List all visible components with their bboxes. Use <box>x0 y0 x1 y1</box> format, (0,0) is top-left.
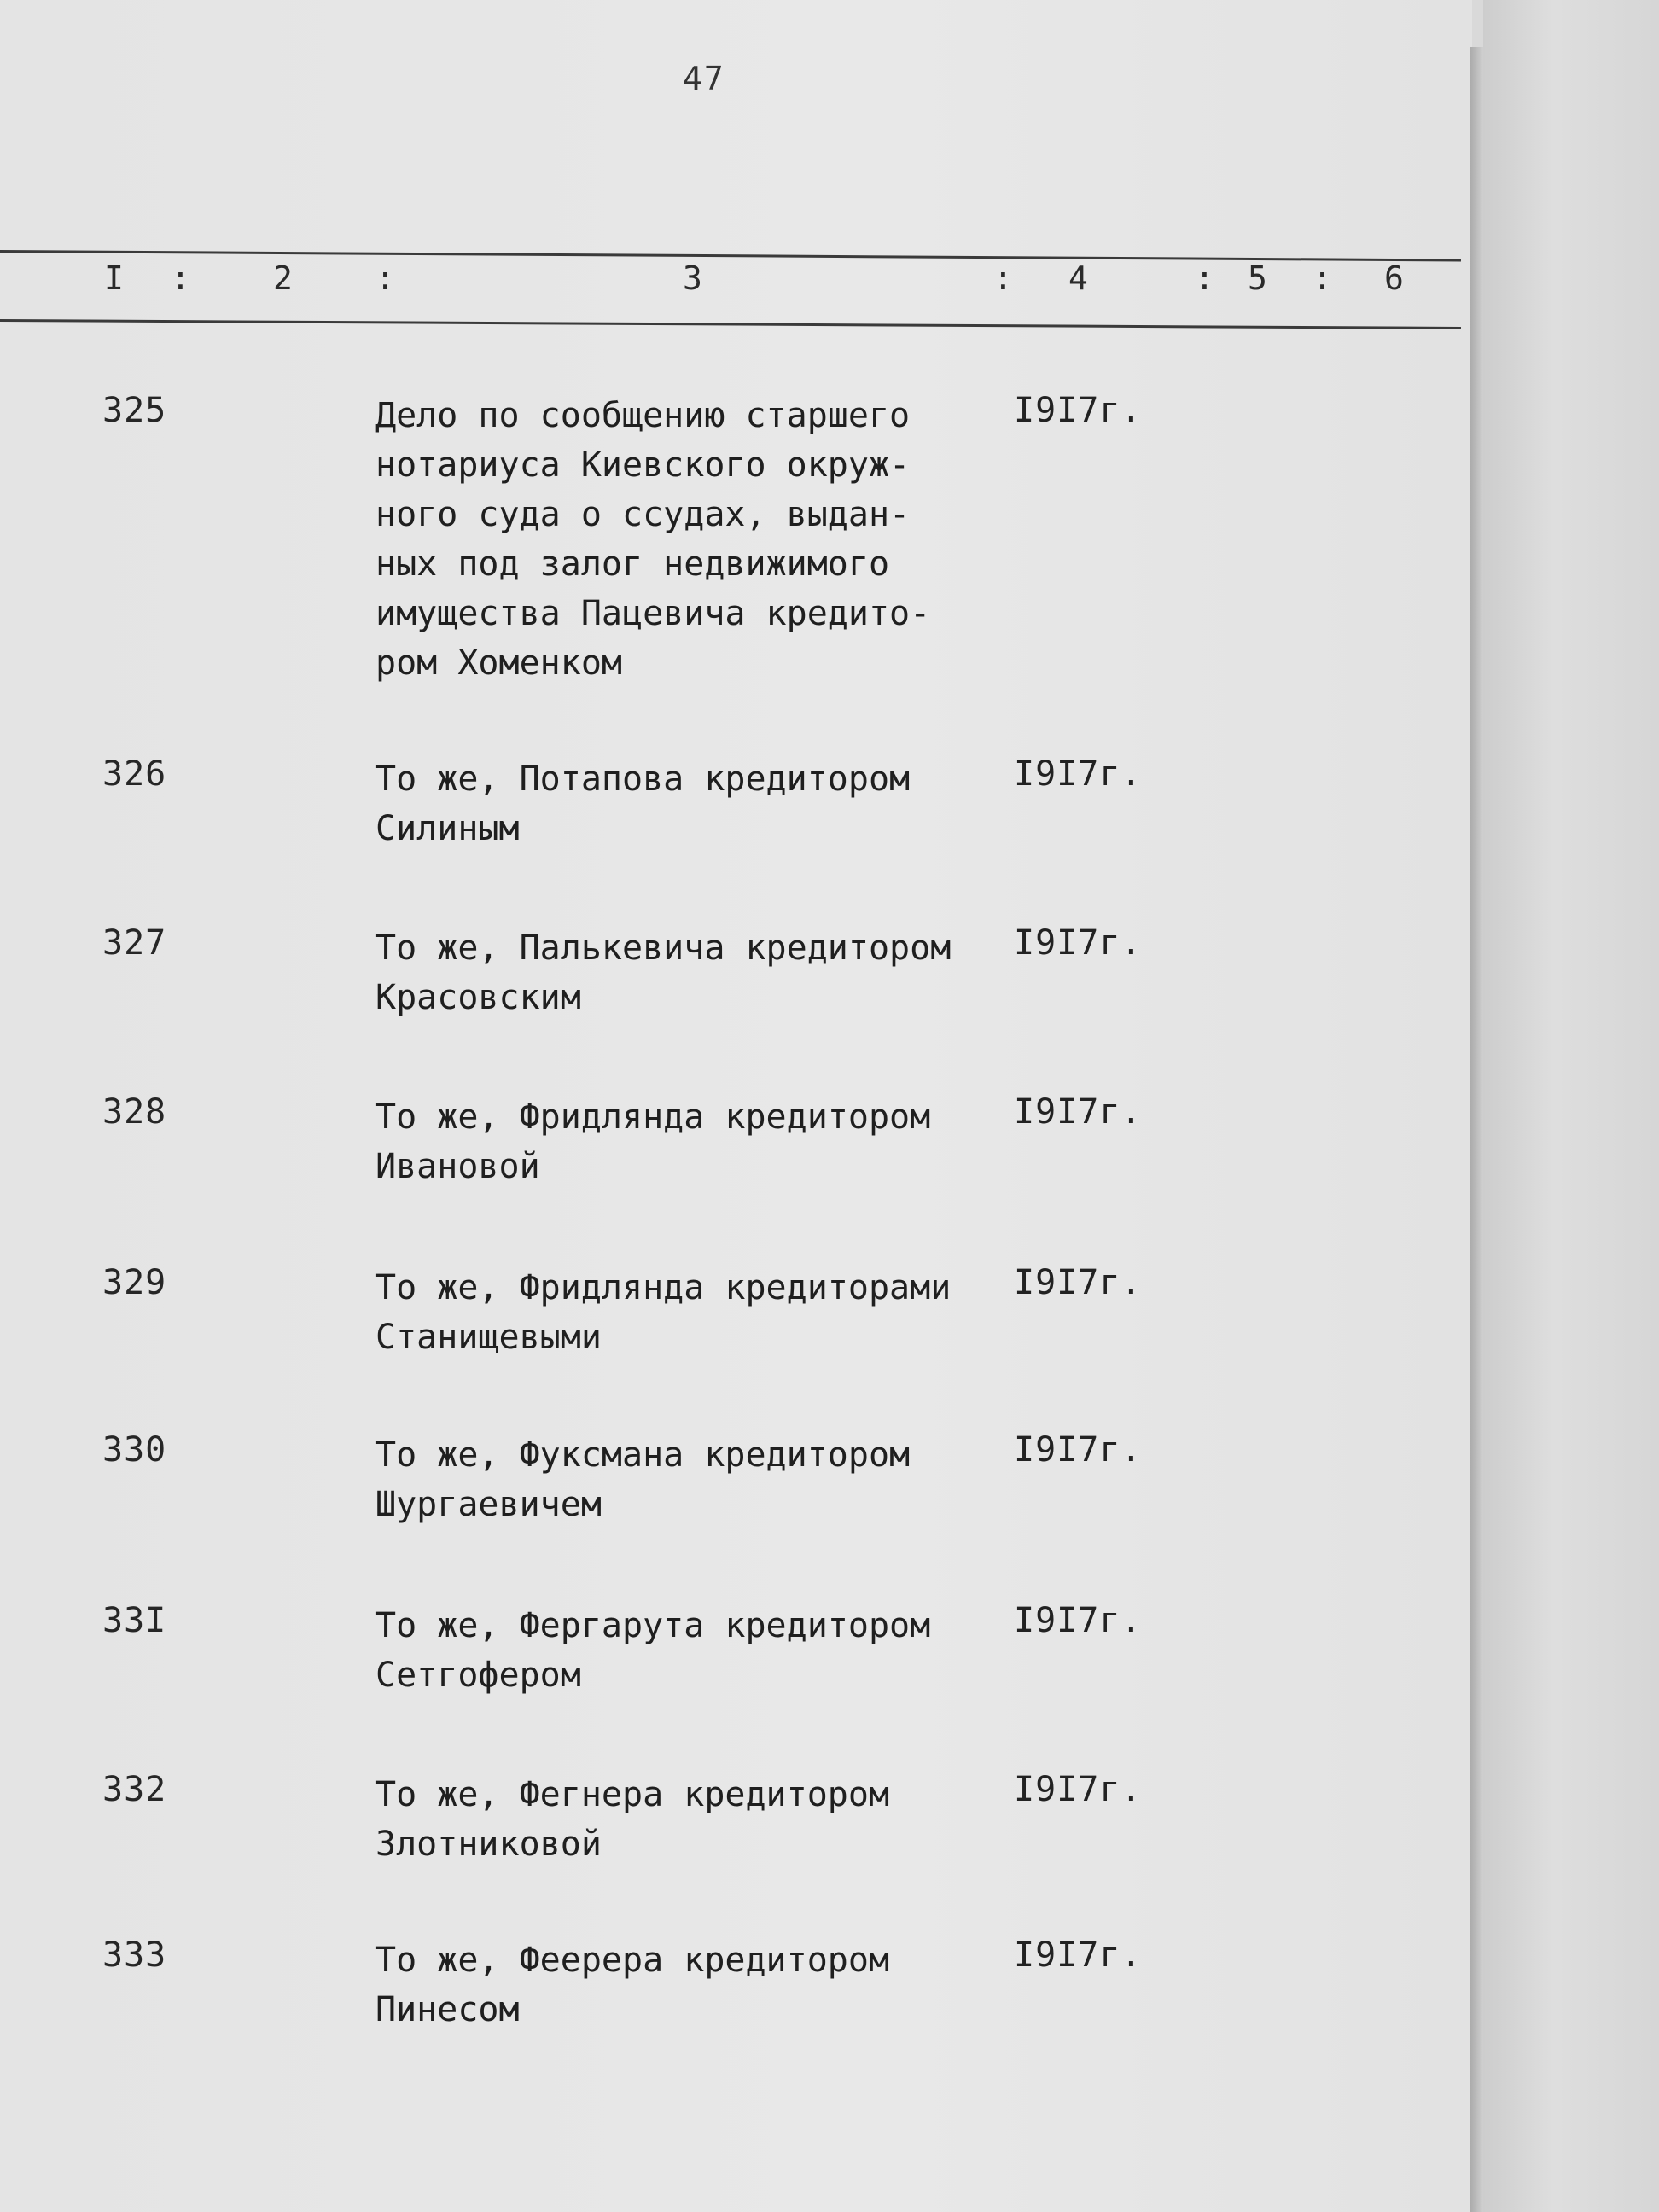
header-col-2: 2 <box>273 259 293 297</box>
row-number: 330 <box>102 1430 167 1470</box>
header-separator-2: : <box>375 259 395 297</box>
row-description: То же, Фегнера кредитором Злотниковой <box>375 1775 890 1864</box>
row-description: То же, Фергарута кредитором Сетгофером <box>375 1606 931 1695</box>
header-separator-3: : <box>993 259 1013 297</box>
header-col-3: 3 <box>683 259 702 297</box>
row-number: 333 <box>102 1936 167 1975</box>
row-description: То же, Феерера кредитором Пинесом <box>375 1941 890 2029</box>
row-description: То же, Фуксмана кредитором Шургаевичем <box>375 1435 911 1524</box>
row-date: I9I7г. <box>1014 1936 1143 1975</box>
row-date: I9I7г. <box>1014 1601 1143 1640</box>
header-bottom-rule <box>0 319 1461 329</box>
page-number: 47 <box>683 60 725 97</box>
row-date: I9I7г. <box>1014 1092 1143 1132</box>
header-separator-1: : <box>171 259 190 297</box>
page-edge-shadow <box>1470 47 1483 2212</box>
row-number: 33I <box>102 1601 167 1640</box>
row-number: 327 <box>102 923 167 963</box>
row-date: I9I7г. <box>1014 1770 1143 1809</box>
row-description: То же, Фридлянда кредитором Ивановой <box>375 1097 931 1186</box>
row-date: I9I7г. <box>1014 754 1143 794</box>
row-date: I9I7г. <box>1014 1263 1143 1302</box>
row-date: I9I7г. <box>1014 1430 1143 1470</box>
row-number: 332 <box>102 1770 167 1809</box>
header-top-rule <box>0 250 1461 261</box>
underlying-sheet <box>1483 0 1659 2212</box>
row-date: I9I7г. <box>1014 391 1143 430</box>
row-number: 326 <box>102 754 167 794</box>
header-col-5: 5 <box>1248 259 1267 297</box>
row-date: I9I7г. <box>1014 923 1143 963</box>
header-separator-5: : <box>1313 259 1332 297</box>
row-number: 328 <box>102 1092 167 1132</box>
header-col-4: 4 <box>1068 259 1088 297</box>
row-description: То же, Потапова кредитором Силиным <box>375 760 911 848</box>
header-col-1: I <box>104 259 124 297</box>
row-description: То же, Палькевича кредитором Красовским <box>375 928 952 1017</box>
row-number: 329 <box>102 1263 167 1302</box>
header-separator-4: : <box>1195 259 1214 297</box>
row-description: То же, Фридлянда кредиторами Станищевыми <box>375 1268 952 1357</box>
row-number: 325 <box>102 391 167 430</box>
header-col-6: 6 <box>1384 259 1404 297</box>
row-description: Дело по сообщению старшего нотариуса Киевского окруж- ного суда о ссудах, выдан- ных под залог недвижимого имущества Пацевича кредито- ром Хоменком <box>375 396 931 683</box>
